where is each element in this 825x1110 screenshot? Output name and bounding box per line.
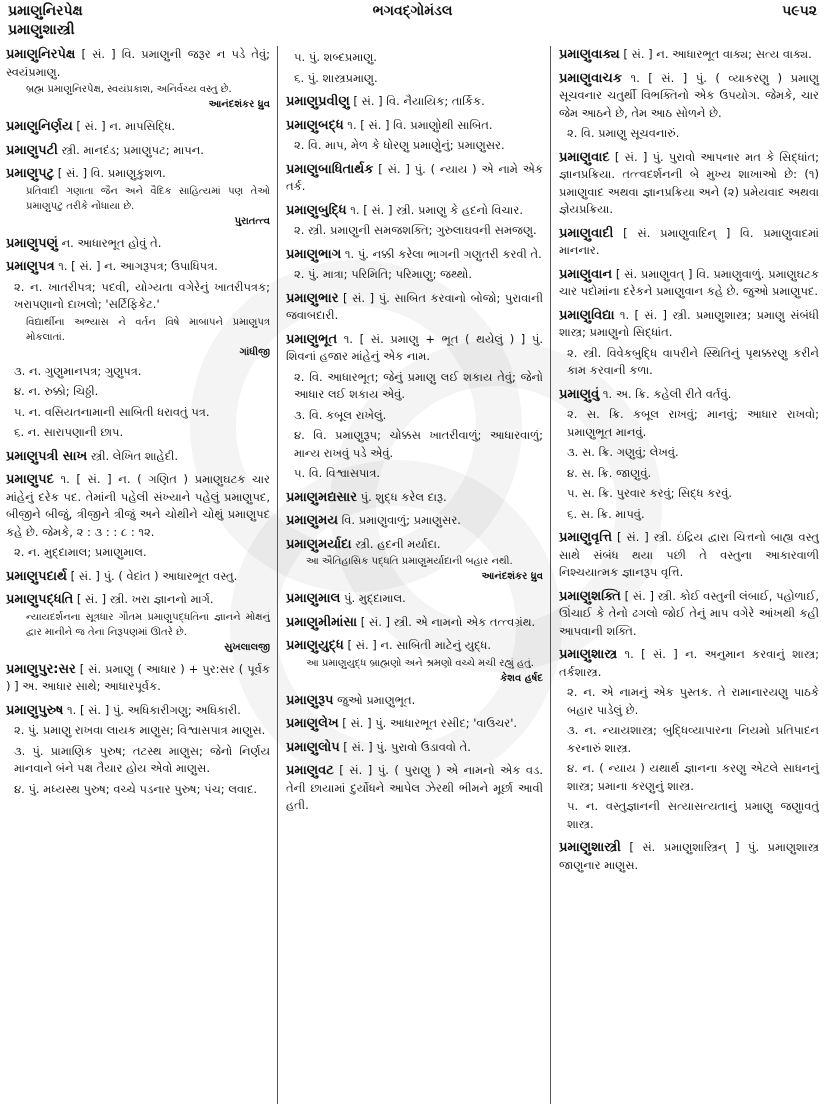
entry-line: [286, 331, 543, 366]
entry-definition: [ સં. ] પું. આધારભૂત રસીદ; 'વાઉચર'.: [338, 716, 518, 730]
entry-sense: ૩. પું. પ્રામાણિક પુરુષ; તટસ્થ માણુસ; જેનો નિર્ણય માનવાને બંને પક્ષ તૈયાર હોય એવો માણુસ.: [14, 743, 270, 775]
entry-sense: ૨. સ. ક્રિ. કબૂલ રાખવું; માનવું; આધાર રાખવો; પ્રમાણુભૂત માનવું.: [567, 407, 819, 439]
entry-definition: ૧. [ સં. ] ન. ( ગણિત ) પ્રમાણુઘટક ચાર માંહેનું દરેક પદ. તેમાંની પહેલી સંખ્યાને પહેલું પ્રમાણુપદ, બીજીને બીજું, ત્રીજીને ત્રીજું અને ચોથીને ચોથું પ્રમાણુપદ કહે છે. જેમકે, ૨ : ૩ : : ૮ : ૧૨.: [6, 472, 270, 539]
page-number: ૫૯૫૨: [782, 3, 817, 19]
dictionary-entry: [6, 258, 270, 442]
entry-definition: ન. આધારભૂત હોવું તે.: [57, 235, 162, 250]
dictionary-entry: [559, 588, 819, 641]
entry-sense: ૩. સ. ક્રિ. ગણુવું; લેખવું.: [567, 445, 679, 459]
entry-line: [6, 118, 270, 136]
quotation-source: આનંદશંકર ધ્રુવ: [208, 99, 270, 110]
entry-definition: [ સં. ] વિ. પ્રમાણુકુશળ.: [54, 166, 166, 180]
entry-definition: [ સં. ] સ્ત્રી. ખરા જ્ઞાનનો માર્ગ.: [73, 592, 214, 606]
entry-sense: ૫. સ. ક્રિ. પુરવાર કરવું; સિદ્ધ કરવું.: [567, 486, 733, 500]
entry-sense: ૨. ન. ખાતરીપત્ર; પદવી, યોગ્યતા વગેરેનું ખાતરીપત્રક; ખરાપણાનો દાખલો; 'સર્ટિફિકેટ.': [14, 279, 270, 311]
quotation-source: સુખલાલજી: [224, 641, 270, 653]
dictionary-entry: [286, 614, 543, 632]
column-2: [277, 46, 547, 1104]
entry-quotation: [26, 184, 270, 229]
entry-sense: ૪. પું. મધ્યસ્થ પુરુષ; વચ્ચે પડનાર પુરુષ; પંચ; લવાદ.: [14, 781, 258, 796]
entry-line: [559, 646, 819, 681]
dictionary-entry: [559, 46, 819, 64]
entry-definition: [ સં. ] વિ. નૈયાયિક; તાર્કિક.: [349, 94, 485, 108]
entry-definition: ૧. [ સં. ] ન. આગરૂપત્ર; ઉપાધિપત્ર.: [54, 259, 218, 273]
entry-sense: ૨. સ્ત્રી. વિવેકબુદ્ધિ વાપરીને સ્થિતિનું પૃથક્કરણુ કરીને કામ કરવાની કળા.: [567, 345, 819, 377]
entry-headword: પ્રમાણુશાસ્ત્રી: [559, 840, 621, 855]
quotation-source: આનંદશંકર ધ્રુવ: [481, 571, 543, 582]
entry-sense: ૨. પું. પ્રમાણુ રાખવા લાયક માણુસ; વિશ્વાસપાત્ર માણુસ.: [14, 723, 266, 737]
entry-headword: પ્રમાણુપદ: [6, 472, 54, 487]
entry-headword: પ્રમાણુવાચક: [559, 70, 622, 86]
entry-line: [286, 715, 543, 733]
entry-definition: ૧. [ સં. ] સ્ત્રી. પ્રમાણુશાસ્ત્ર; પ્રમાણુ સંબંધી શાસ્ત્ર; પ્રમાણુનો સિદ્ધાંત.: [559, 307, 819, 339]
entry-quotation: [26, 315, 270, 360]
dictionary-entry: [6, 471, 270, 562]
entry-definition: [ સં. ] ન. સાબિતી માટેનું યુદ્ધ.: [343, 638, 492, 652]
book-title: ભગવદ્ગોમંડલ: [372, 3, 453, 19]
entry-line: [6, 661, 270, 696]
dictionary-entry: [286, 762, 543, 815]
quotation-text: આ પ્રમાણુયુદ્ધ બ્રાહ્મણો અને શ્રમણો વચ્ચે મચી રહ્યું હતું.: [306, 657, 534, 669]
dictionary-entry: [6, 142, 270, 160]
dictionary-entry: [286, 246, 543, 284]
entry-quotation: [26, 82, 270, 112]
dictionary-entry: [286, 331, 543, 483]
entry-sense: ૨. વિ. પ્રમાણુ સૂચવનારું.: [567, 126, 680, 140]
dictionary-entry: [6, 568, 270, 586]
entry-sense: ૪. વિ. પ્રમાણુરૂપ; ચોક્કસ ખાતરીવાળું; આધારવાળું; માન્ય રાખવું પડે એવું.: [294, 428, 543, 460]
entry-line: [6, 235, 270, 253]
dictionary-entry: [559, 386, 819, 524]
dictionary-entry: [559, 225, 819, 260]
entry-line: [559, 266, 819, 301]
entry-definition: [ સં. ] વિ. પ્રમાણુની જરૂર ન પડે તેવું; સ્વયંપ્રમાણુ.: [6, 47, 270, 79]
entry-definition: [ સં. ] પું. ( વેદાંત ) આધારભૂત વસ્તુ.: [67, 568, 238, 583]
entry-headword: પ્રમાણુનિર્ણય: [6, 119, 73, 134]
guide-word-last: પ્રમાણુશાસ્ત્રી: [8, 22, 75, 38]
entry-line: [559, 588, 819, 641]
quotation-text: ન્યાયદર્શનના સૂત્રધાર ગૌતમ પ્રમાણુપદ્ધતિના જ્ઞાનને મોક્ષનું દ્વાર માનીને જ તેના નિરૂપણમાં ઊતરે છે.: [26, 611, 270, 638]
entry-line: [6, 165, 270, 183]
entry-headword: પ્રમાણુબુદ્ધિ: [286, 202, 347, 218]
quotation-text: આ ઐતિહાસિક પદ્ધતિ પ્રમાણુમર્યાદાની બહાર નથી.: [306, 556, 513, 567]
entry-line: [286, 117, 543, 135]
dictionary-entry: [286, 715, 543, 733]
entry-definition: [ સં. ] ન. માપસિદ્ધિ.: [72, 119, 176, 133]
entry-headword: પ્રમાણુવૃત્તિ: [559, 530, 613, 545]
entry-sense: ૩. ન. ન્યાયશાસ્ત્ર; બુદ્ધિવ્યાપારના નિયમો પ્રતિપાદન કરનારું શાસ્ત્ર.: [567, 723, 819, 755]
page-header: [0, 0, 825, 44]
entry-headword: પ્રમાણુપુર:સર: [6, 661, 76, 677]
dictionary-entry: [6, 661, 270, 696]
quotation-source: કેશવ હર્ષદ: [500, 672, 543, 684]
entry-quotation: [306, 656, 543, 686]
guide-word-first: પ્રમાણુનિરપેક્ષ: [8, 3, 83, 19]
entry-headword: પ્રમાણુબાધિતાર્થક: [286, 161, 374, 177]
quotation-text: વિદ્યાર્થીના અભ્યાસ ને વર્તન વિષે માબાપને પ્રમાણુપત્ર મોકલાતાં.: [26, 316, 270, 343]
entry-sense: ૫. ન. વસ્તુજ્ઞાનની સત્યાસત્યતાનું પ્રમાણુ જણુાવતું શાસ્ત્ર.: [567, 799, 819, 831]
entry-line: [559, 149, 819, 219]
entry-headword: પ્રમાણુલોપ: [286, 739, 340, 755]
entry-definition: ૧. પું. નક્કી કરેલા ભાગની ગણુતરી કરવી તે.: [341, 246, 542, 261]
entry-headword: પ્રમાણુવાક્ય: [559, 47, 620, 62]
entry-line: [6, 142, 270, 160]
entry-line: [559, 839, 819, 874]
entry-definition: [ સં. પ્રમાણુશાસ્ત્રિન્ ] પું. પ્રમાણુશાસ્ત્ર જાણુનાર માણુસ.: [559, 840, 819, 872]
entry-sense: ૫. ન. વસિયતનામાની સાબિતી ધરાવતું પત્ર.: [14, 404, 210, 419]
entry-sense: ૪. સ. ક્રિ. જાણુવું.: [567, 465, 652, 480]
entry-sense: ૫. પું. શબ્દપ્રમાણુ.: [294, 50, 377, 64]
dictionary-entry: [559, 529, 819, 582]
entry-sense: ૨. વિ. આધારભૂત; જેનું પ્રમાણુ લઈ શકાય તેવું; જેનો આધાર લઈ શકાય એવું.: [294, 369, 543, 401]
entry-definition: [ સં. ] પું. સાબિત કરવાનો બોજો; પુરાવાની જવાબદારી.: [286, 290, 543, 322]
entry-definition: ૧. [ સં. ] સ્ત્રી. પ્રમાણુ કે હદનો વિચાર.: [346, 202, 523, 217]
entry-sense: ૩. વિ. કબૂલ રાખેલું.: [294, 407, 387, 422]
dictionary-entry: [286, 692, 543, 710]
dictionary-entry: [6, 235, 270, 253]
dictionary-entry: [286, 93, 543, 111]
dictionary-entry: [286, 49, 543, 87]
entry-definition: [ સં. પ્રમાણુવાદિન્ ] વિ. પ્રમાણુવાદમાં માનનાર.: [559, 225, 819, 257]
entry-sense: ૨. ન. મુદ્દામાલ; પ્રમાણુમાલ.: [14, 545, 147, 559]
entry-headword: પ્રમાણુપટી: [6, 142, 58, 158]
quotation-source: પુરાતત્ત્વ: [234, 215, 270, 227]
entry-definition: પું. મુદ્દામાલ.: [340, 591, 406, 605]
entry-sense: ૬. સ. ક્રિ. માપવું.: [567, 506, 645, 521]
entry-line: [559, 225, 819, 260]
entry-definition: [ સં. પ્રમાણુવત્ ] વિ. પ્રમાણુવાળું. પ્રમાણુઘટક ચાર પદોમાંના દરેકને પ્રમાણુવાન કહે છે. જુઓ પ્રમાણુપદ.: [559, 266, 819, 298]
dictionary-entry: [286, 161, 543, 196]
dictionary-entry: [6, 448, 270, 466]
entry-definition: ૧. અ. ક્રિ. કહેલી રીતે વર્તવું.: [599, 386, 732, 401]
entry-line: [286, 93, 543, 111]
entry-line: [286, 762, 543, 815]
entry-headword: પ્રમાણુવું: [559, 386, 600, 402]
entry-definition: [ સં. પ્રમાણુ ( આધાર ) + પુર:સર ( પૂર્વક ) ] અ. આધાર સાથે; આધારપૂર્વક.: [6, 661, 270, 693]
entry-line: [559, 70, 819, 123]
entry-sense: ૨. ન. એ નામનું એક પુસ્તક. તે રામાનારયણુ પાઠકે બહાર પાડેલું છે.: [567, 685, 819, 717]
entry-sense: ૪. ન. રુક્કો; ચિઠ્ઠી.: [14, 384, 99, 398]
entry-headword: પ્રમાણુપત્રી સાખ: [6, 448, 88, 464]
entry-definition: [ સં. ] સ્ત્રી. ઇંદ્રિય દ્વારા ચિત્તનો બાહ્ય વસ્તુ સાથે સંબંધ થયા પછી તે વસ્તુના આકારવાળી નિશ્ચયાત્મક જ્ઞાનરૂપ વૃત્તિ.: [559, 530, 819, 579]
entry-headword: પ્રમાણુભાર: [286, 290, 339, 306]
entry-headword: પ્રમાણુપ્રવીણુ: [286, 94, 350, 109]
entry-headword: પ્રમાણુવિદ્યા: [559, 307, 615, 323]
dictionary-entry: [286, 512, 543, 530]
entry-line: [6, 448, 270, 466]
entry-headword: પ્રમાણુપદાર્થ: [6, 568, 67, 584]
entry-line: [286, 637, 543, 655]
entry-headword: પ્રમાણુવાદી: [559, 225, 614, 241]
dictionary-entry: [286, 290, 543, 325]
entry-headword: પ્રમાણુમદ્યસાર: [286, 489, 357, 505]
entry-headword: પ્રમાણુભાગ: [286, 246, 342, 262]
entry-definition: [ સં. ] ન. આધારભૂત વાક્ય; સત્ય વાક્ય.: [619, 47, 812, 61]
dictionary-entry: [559, 266, 819, 301]
entry-line: [6, 702, 270, 720]
dictionary-entry: [559, 646, 819, 833]
dictionary-entry: [286, 202, 543, 240]
entry-headword: પ્રમાણુયુદ્ધ: [286, 638, 344, 653]
entry-line: [6, 471, 270, 541]
entry-definition: ૧. [ સં. ] પું. અધિકારીગણુ; અધિકારી.: [63, 702, 241, 717]
dictionary-entry: [286, 489, 543, 507]
entry-line: [286, 489, 543, 507]
entry-line: [6, 591, 270, 609]
entry-definition: [ સં. ] પું. ( ન્યાય ) એ નામે એક તર્ક.: [286, 161, 543, 193]
entry-headword: પ્રમાણુનિરપેક્ષ: [6, 47, 76, 62]
quotation-text: પ્રતિવાદી ગણાતા જૈન અને વૈદિક સાહિત્યમાં પણ તેઓ પ્રમાણુપટુ તરીકે નોંધાયા છે.: [26, 185, 270, 212]
quotation-text: બ્રહ્મ પ્રમાણુનિરપેક્ષ, સ્વયંપ્રકાશ, અનિર્વચ્ય વસ્તુ છે.: [26, 84, 232, 95]
entry-line: [286, 614, 543, 632]
entry-headword: પ્રમાણુલેખ: [286, 716, 339, 731]
entry-quotation: [26, 610, 270, 655]
entry-line: [286, 246, 543, 264]
entry-line: [286, 202, 543, 220]
entry-line: [286, 290, 543, 325]
entry-headword: પ્રમાણુમાલ: [286, 591, 341, 606]
entry-headword: પ્રમાણુમય: [286, 513, 338, 528]
entry-headword: પ્રમાણુપુરુષ: [6, 702, 64, 718]
entry-headword: પ્રમાણુપટુ: [6, 166, 55, 181]
dictionary-entry: [6, 165, 270, 229]
entry-definition: પું. શુદ્ધ કરેલ દારૂ.: [356, 489, 447, 504]
entry-headword: પ્રમાણુબદ્ધ: [286, 117, 344, 133]
entry-line: [286, 161, 543, 196]
dictionary-entry: [286, 590, 543, 608]
entry-line: [6, 258, 270, 276]
entry-sense: ૩. ન. ગુણુમાનપત્ર; ગુણુપત્ર.: [14, 363, 142, 378]
entry-headword: પ્રમાણુવાદ: [559, 149, 610, 165]
dictionary-entry: [286, 536, 543, 585]
dictionary-entry: [6, 591, 270, 655]
entry-line: [286, 590, 543, 608]
entry-headword: પ્રમાણુભૂત: [286, 331, 338, 347]
dictionary-entry: [6, 702, 270, 799]
dictionary-entry: [286, 117, 543, 155]
column-1: [2, 46, 274, 1104]
entry-sense: ૬. પું. શાસ્ત્રપ્રમાણુ.: [294, 70, 378, 85]
column-3: [550, 46, 823, 1104]
entry-definition: ૧. [ સં. ] પું. ( વ્યાકરણુ ) પ્રમાણુ સૂચવનાર ચતુર્થી વિભક્તિનો એક ઉપયોગ. જેમકે, ચાર જેમ આઠને છે, તેમ આઠ સોળને છે.: [559, 70, 819, 120]
entry-headword: પ્રમાણુરૂપ: [286, 692, 334, 708]
dictionary-entry: [286, 739, 543, 757]
entry-sense: ૪. ન. ( ન્યાય ) યથાર્થ જ્ઞાનના કરણુ એટલે સાધનનું શાસ્ત્ર; પ્રમાના કરણુનું શાસ્ત્ર.: [567, 761, 819, 793]
entry-headword: પ્રમાણુશક્તિ: [559, 588, 621, 604]
entry-headword: પ્રમાણુપણું: [6, 235, 58, 251]
entry-sense: ૫. વિ. વિશ્વાસપાત્ર.: [294, 466, 381, 480]
entry-headword: પ્રમાણુમીમાંસા: [286, 614, 358, 630]
entry-headword: પ્રમાણુમર્યાદા: [286, 536, 352, 552]
entry-sense: ૬. ન. સારાપણાની છાપ.: [14, 425, 124, 439]
entry-line: [559, 386, 819, 404]
entry-definition: [ સં. ] પું. પુરાવો ઉડાવવો તે.: [339, 739, 471, 754]
dictionary-entry: [559, 70, 819, 143]
entry-quotation: [306, 554, 543, 584]
entry-definition: સ્ત્રી. લેખિત શાહેદી.: [87, 448, 179, 463]
entry-definition: વિ. પ્રમાણુવાળું; પ્રમાણુસર.: [337, 513, 461, 527]
entry-line: [559, 307, 819, 342]
dictionary-entry: [6, 118, 270, 136]
entry-definition: ૧. [ સં. પ્રમાણુ + ભૂત ( થયેલું ) ] પું. શિવનાં હજાર માંહેનું એક નામ.: [286, 331, 543, 363]
entry-definition: [ સં. ] પું. પુરાવો આપનાર મત કે સિદ્ધાંત; જ્ઞાનપ્રક્રિયા. તત્ત્વદર્શનની બે મુખ્ય શાખાઓ છે: (૧) પ્રમાણુવાદ અથવા જ્ઞાનપ્રક્રિયા અને (૨) પ્રમેયવાદ અથવા જ્ઞેયપ્રક્રિયા.: [559, 149, 819, 216]
entry-line: [286, 512, 543, 530]
entry-line: [286, 739, 543, 757]
entry-definition: ૧. [ સં. ] ન. અનુમાન કરવાનું શાસ્ત્ર; તર્કશાસ્ત્ર.: [559, 647, 819, 679]
entry-line: [6, 568, 270, 586]
entry-headword: પ્રમાણુપદ્ધતિ: [6, 592, 74, 607]
entry-definition: [ સં. ] સ્ત્રી. કોઈ વસ્તુની લંબાઈ, પહોળાઈ, ઊંચાઈ કે તેનો ઢગલો જોઈ તેનું માપ વગેરે આંખથી કહી આપવાની શક્તિ.: [559, 588, 819, 638]
entry-sense: ૨. પું. માત્રા; પરિમિતિ; પરિમાણુ; જથ્થો.: [294, 267, 473, 281]
entry-definition: [ સં. ] સ્ત્રી. એ નામનો એક તત્ત્વગ્રંથ.: [357, 614, 536, 629]
entry-line: [559, 46, 819, 64]
dictionary-entry: [559, 307, 819, 380]
entry-sense: ૨. વિ. માપ, મેળ કે ધોરણુ પ્રમાણુેનું; પ્રમાણુસર.: [294, 138, 505, 152]
entry-definition: [ સં. ] પું. ( પુરાણુ ) એ નામનો એક વડ. તેની છાયામાં દુર્યોધને આપેલ ઝેરથી ભીમને મૂર્છા આવી હતી.: [286, 763, 543, 812]
entry-line: [286, 536, 543, 554]
dictionary-entry: [559, 839, 819, 874]
entry-definition: સ્ત્રી. માનદંડ; પ્રમાણુપટ; માપન.: [57, 142, 204, 157]
quotation-source: ગાંધીજી: [239, 346, 270, 358]
entry-sense: ૨. સ્ત્રી. પ્રમાણુની સમજશક્તિ; ગુરુલાઘવની સમજણુ.: [294, 223, 537, 237]
entry-definition: સ્ત્રી. હદની મર્યાદા.: [351, 536, 441, 551]
entry-line: [286, 692, 543, 710]
entry-headword: પ્રમાણુશાસ્ત્ર: [559, 647, 618, 662]
entry-definition: જુઓ પ્રમાણુભૂત.: [333, 692, 416, 707]
entry-headword: પ્રમાણુવાન: [559, 266, 613, 282]
entry-line: [559, 529, 819, 582]
entry-definition: ૧. [ સં. ] વિ. પ્રમાણુોથી સાબિત.: [343, 117, 493, 132]
dictionary-columns: [0, 46, 825, 1110]
dictionary-entry: [286, 637, 543, 686]
dictionary-entry: [559, 149, 819, 219]
dictionary-entry: [6, 46, 270, 112]
entry-headword: પ્રમાણુવટ: [286, 763, 334, 778]
entry-headword: પ્રમાણુપત્ર: [6, 259, 55, 274]
entry-line: [6, 46, 270, 81]
